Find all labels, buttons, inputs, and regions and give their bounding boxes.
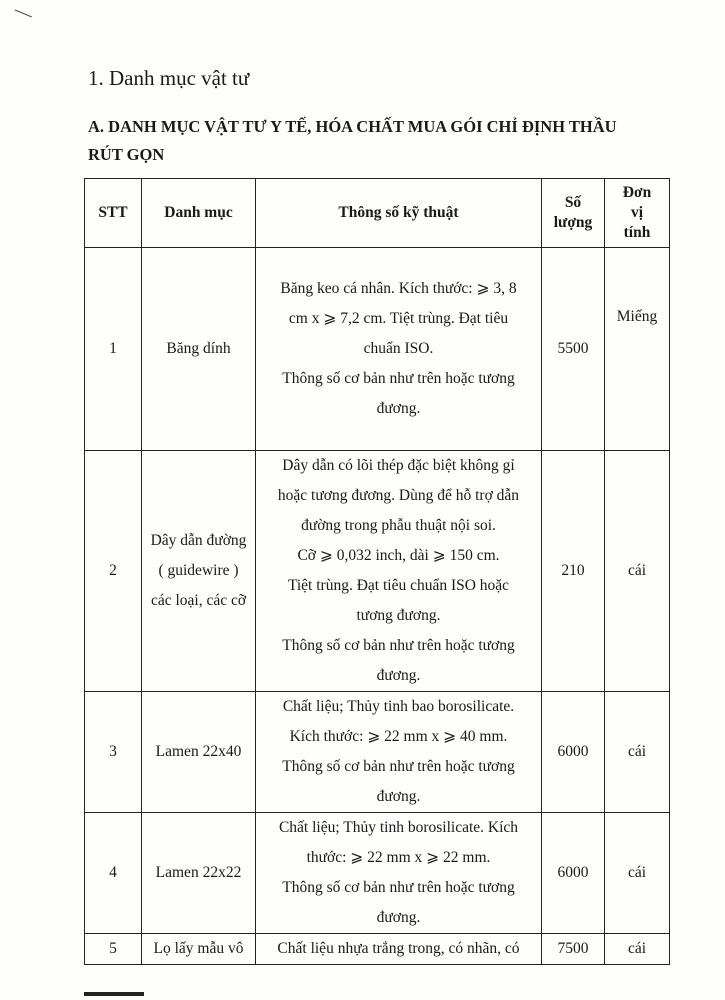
cell-stt: 4: [85, 813, 142, 934]
cell-name: [142, 934, 256, 965]
cell-stt: 2: [85, 451, 142, 692]
cell-unit: cái: [605, 451, 670, 692]
table-row: [85, 934, 670, 965]
header-unit-line: Đơn: [622, 184, 652, 201]
spec-line: Thông số cơ bản như trên hoặc tương: [282, 637, 515, 654]
table-row: [85, 813, 670, 934]
cell-name: [142, 813, 256, 934]
cell-stt: 5: [85, 934, 142, 965]
header-unit-line: tính: [623, 224, 651, 241]
spec-line: đương.: [376, 400, 421, 417]
header-name: Danh mục: [142, 179, 256, 248]
cell-spec: [256, 813, 542, 934]
spec-line: Cỡ ⩾ 0,032 inch, dài ⩾ 150 cm.: [297, 547, 500, 564]
cell-stt: 3: [85, 692, 142, 813]
items-table: [84, 178, 670, 965]
spec-line: đương.: [376, 788, 421, 805]
cell-qty: 7500: [542, 934, 605, 965]
header-unit: [605, 179, 670, 248]
header-spec: Thông số kỹ thuật: [256, 179, 542, 248]
table-row: [85, 248, 670, 451]
spec-line: thước: ⩾ 22 mm x ⩾ 22 mm.: [306, 849, 491, 866]
spec-line: đương.: [376, 667, 421, 684]
header-qty: [542, 179, 605, 248]
table-header-row: [85, 179, 670, 248]
name-line: Lọ lấy mẫu vô: [153, 940, 244, 957]
cell-qty: 6000: [542, 692, 605, 813]
spec-line: chuẩn ISO.: [363, 340, 434, 357]
name-line: Lamen 22x40: [155, 743, 242, 760]
header-stt: STT: [85, 179, 142, 248]
spec-line: Tiệt trùng. Đạt tiêu chuẩn ISO hoặc: [287, 577, 510, 594]
spec-line: Chất liệu; Thủy tinh borosilicate. Kích: [278, 819, 519, 836]
table-row: [85, 692, 670, 813]
spec-line: hoặc tương đương. Dùng để hỗ trợ dẫn: [277, 487, 520, 504]
cell-spec: [256, 692, 542, 813]
spec-line: Thông số cơ bản như trên hoặc tương: [282, 758, 515, 775]
spec-line: Thông số cơ bản như trên hoặc tương: [282, 879, 515, 896]
cell-qty: 210: [542, 451, 605, 692]
header-qty-line: lượng: [553, 214, 593, 231]
header-unit-line: vị: [630, 204, 644, 221]
cell-unit: Miếng: [605, 248, 670, 451]
spec-line: Chất liệu nhựa trắng trong, có nhãn, có: [277, 940, 520, 957]
name-line: ( guidewire ): [158, 562, 239, 579]
section-title: 1. Danh mục vật tư: [88, 66, 250, 90]
cell-name: [142, 451, 256, 692]
cell-spec: [256, 248, 542, 451]
cell-unit: cái: [605, 692, 670, 813]
header-qty-line: Số: [564, 194, 582, 211]
spec-line: Chất liệu; Thủy tinh bao borosilicate.: [282, 698, 515, 715]
subtitle: A. DANH MỤC VẬT TƯ Y TẾ, HÓA CHẤT MUA GÓI CHỈ ĐỊNH THẦU RÚT GỌN: [88, 117, 617, 164]
cell-qty: 5500: [542, 248, 605, 451]
cell-unit: cái: [605, 934, 670, 965]
cell-qty: 6000: [542, 813, 605, 934]
cell-spec: [256, 451, 542, 692]
spec-line: đương.: [376, 909, 421, 926]
spec-line: Thông số cơ bản như trên hoặc tương: [282, 370, 515, 387]
name-line: Dây dẫn đường: [150, 532, 247, 549]
spec-line: đường trong phẫu thuật nội soi.: [301, 517, 496, 534]
name-line: Băng dính: [166, 340, 231, 357]
spec-line: Kích thước: ⩾ 22 mm x ⩾ 40 mm.: [289, 728, 508, 745]
table-row: [85, 451, 670, 692]
cell-spec: [256, 934, 542, 965]
spec-line: tương đương.: [356, 607, 441, 624]
cell-name: [142, 692, 256, 813]
spec-line: Băng keo cá nhân. Kích thước: ⩾ 3, 8: [280, 280, 517, 297]
cell-stt: 1: [85, 248, 142, 451]
cell-name: [142, 248, 256, 451]
spec-line: cm x ⩾ 7,2 cm. Tiệt trùng. Đạt tiêu: [288, 310, 509, 327]
name-line: Lamen 22x22: [155, 864, 242, 881]
scan-mark: ╲: [16, 6, 33, 23]
footer-rule: [84, 992, 144, 996]
name-line: các loại, các cỡ: [150, 592, 247, 609]
spec-line: Dây dẫn có lõi thép đặc biệt không gỉ: [282, 457, 515, 474]
cell-unit: cái: [605, 813, 670, 934]
